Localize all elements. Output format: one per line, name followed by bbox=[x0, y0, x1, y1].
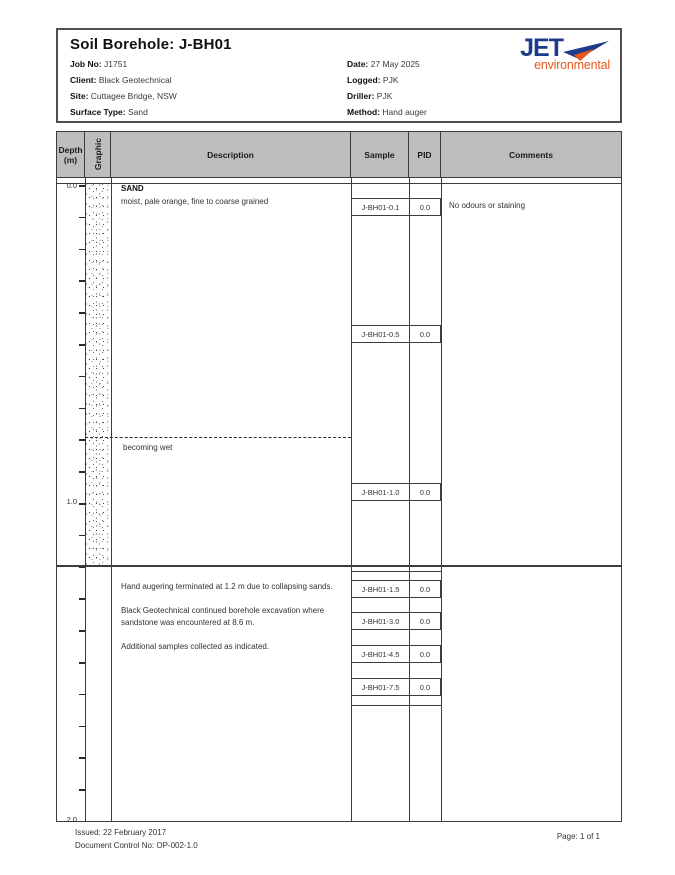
depth-tick bbox=[79, 503, 85, 505]
sand-graphic-texture bbox=[86, 184, 110, 565]
depth-tick bbox=[79, 757, 85, 759]
column-header-sample bbox=[351, 132, 409, 177]
depth-label-2: 2.0 bbox=[66, 815, 77, 822]
field-label: Client: bbox=[70, 75, 97, 85]
field-date bbox=[347, 56, 427, 72]
field-site bbox=[70, 88, 177, 104]
field-value: Sand bbox=[127, 107, 148, 117]
field-value: Cuttagee Bridge, NSW bbox=[90, 91, 177, 101]
log-table-header bbox=[56, 131, 622, 178]
header-info-right bbox=[347, 56, 427, 120]
sample-grid-rule bbox=[351, 705, 441, 706]
depth-tick bbox=[79, 408, 85, 410]
sample-id: J-BH01-7.5 bbox=[352, 679, 410, 695]
field-value: PJK bbox=[376, 91, 393, 101]
sample-id: J-BH01-1.0 bbox=[352, 484, 410, 500]
field-label: Job No: bbox=[70, 59, 102, 69]
column-header-description-text: Description bbox=[207, 149, 254, 160]
depth-tick bbox=[79, 789, 85, 791]
header-info-left bbox=[70, 56, 177, 120]
sample-pid-value: 0.0 bbox=[419, 682, 431, 692]
sample-row bbox=[351, 198, 441, 216]
depth-tick bbox=[79, 312, 85, 314]
sample-row bbox=[351, 580, 441, 598]
column-header-comments-text: Comments bbox=[509, 149, 553, 160]
sample-row bbox=[351, 678, 441, 696]
depth-tick bbox=[79, 376, 85, 378]
log-table-body bbox=[56, 178, 622, 822]
sample-pid-value: 0.0 bbox=[419, 329, 431, 339]
field-value: J1751 bbox=[104, 59, 128, 69]
layer-change-note: becoming wet bbox=[123, 443, 173, 452]
sample-pid-value: 0.0 bbox=[419, 616, 431, 626]
field-driller bbox=[347, 88, 427, 104]
sample-row bbox=[351, 612, 441, 630]
pid-column-rule bbox=[441, 178, 442, 821]
termination-note-3: Additional samples collected as indicated. bbox=[121, 642, 270, 651]
sample-id: J-BH01-0.5 bbox=[352, 326, 410, 342]
sample-row bbox=[351, 645, 441, 663]
depth-label-1: 1.0 bbox=[66, 497, 77, 506]
footer-page-number: Page: 1 of 1 bbox=[556, 832, 600, 841]
sample-row bbox=[351, 325, 441, 343]
column-header-depth-text: Depth bbox=[58, 144, 83, 155]
sample-id: J-BH01-4.5 bbox=[352, 646, 410, 662]
graphic-column-rule bbox=[111, 178, 112, 821]
sample-id: J-BH01-1.5 bbox=[352, 581, 410, 597]
depth-tick bbox=[79, 630, 85, 632]
termination-note-1: Hand augering terminated at 1.2 m due to collapsing sands. bbox=[121, 582, 333, 591]
field-job-no bbox=[70, 56, 177, 72]
field-method bbox=[347, 104, 427, 120]
jet-environmental-logo bbox=[492, 36, 610, 72]
layer-name: SAND bbox=[121, 184, 144, 193]
column-header-pid-text: PID bbox=[417, 149, 432, 160]
depth-tick bbox=[79, 217, 85, 219]
field-label: Driller: bbox=[347, 91, 375, 101]
depth-tick bbox=[79, 280, 85, 282]
column-header-description bbox=[111, 132, 351, 177]
column-header-depth-unit: (m) bbox=[63, 154, 78, 165]
field-label: Date: bbox=[347, 59, 369, 69]
field-logged bbox=[347, 72, 427, 88]
depth-tick bbox=[79, 344, 85, 346]
column-header-depth bbox=[57, 132, 85, 177]
sample-pid-value: 0.0 bbox=[419, 649, 431, 659]
field-value: Hand auger bbox=[382, 107, 427, 117]
termination-notes bbox=[121, 581, 353, 665]
depth-tick bbox=[79, 567, 85, 569]
moisture-change-dashed-line bbox=[85, 437, 351, 438]
footer-issue-block bbox=[75, 826, 198, 852]
sample-grid-rule bbox=[351, 571, 441, 572]
field-surface-type bbox=[70, 104, 177, 120]
section-divider-line bbox=[57, 565, 622, 567]
depth-tick bbox=[79, 535, 85, 537]
depth-label-0: 0.0 bbox=[66, 181, 77, 190]
footer-issued: Issued: 22 February 2017 bbox=[75, 828, 167, 837]
layer-description: moist, pale orange, fine to coarse grained bbox=[121, 197, 269, 206]
sample-id: J-BH01-3.0 bbox=[352, 613, 410, 629]
field-label: Logged: bbox=[347, 75, 381, 85]
logo-tagline: environmental bbox=[534, 58, 610, 72]
borehole-header-box bbox=[56, 28, 622, 123]
field-value: 27 May 2025 bbox=[370, 59, 420, 69]
depth-tick bbox=[79, 821, 85, 822]
depth-tick bbox=[79, 726, 85, 728]
comment-no-odours: No odours or staining bbox=[449, 201, 526, 210]
column-header-graphic-text: Graphic bbox=[92, 138, 103, 171]
depth-tick bbox=[79, 471, 85, 473]
field-label: Surface Type: bbox=[70, 107, 126, 117]
page-title: Soil Borehole: J-BH01 bbox=[70, 36, 232, 53]
column-header-sample-text: Sample bbox=[364, 149, 395, 160]
field-value: Black Geotechnical bbox=[98, 75, 172, 85]
sample-pid-value: 0.0 bbox=[419, 487, 431, 497]
column-header-comments bbox=[441, 132, 621, 177]
field-value: PJK bbox=[382, 75, 399, 85]
sample-pid-value: 0.0 bbox=[419, 584, 431, 594]
field-client bbox=[70, 72, 177, 88]
sample-id: J-BH01-0.1 bbox=[352, 199, 410, 215]
column-header-graphic bbox=[85, 132, 111, 177]
field-label: Site: bbox=[70, 91, 89, 101]
column-header-pid bbox=[409, 132, 441, 177]
field-label: Method: bbox=[347, 107, 381, 117]
depth-tick bbox=[79, 439, 85, 441]
depth-tick bbox=[79, 185, 85, 187]
sample-row bbox=[351, 483, 441, 501]
depth-tick bbox=[79, 249, 85, 251]
depth-tick bbox=[79, 662, 85, 664]
termination-note-2: Black Geotechnical continued borehole excavation where sandstone was encountered at 8.6 m. bbox=[121, 606, 325, 627]
depth-tick bbox=[79, 598, 85, 600]
logo-brand-text: JET bbox=[520, 34, 563, 62]
depth-tick bbox=[79, 694, 85, 696]
sample-pid-value: 0.0 bbox=[419, 202, 431, 212]
footer-doc-control: Document Control No: OP-002-1.0 bbox=[75, 841, 198, 850]
